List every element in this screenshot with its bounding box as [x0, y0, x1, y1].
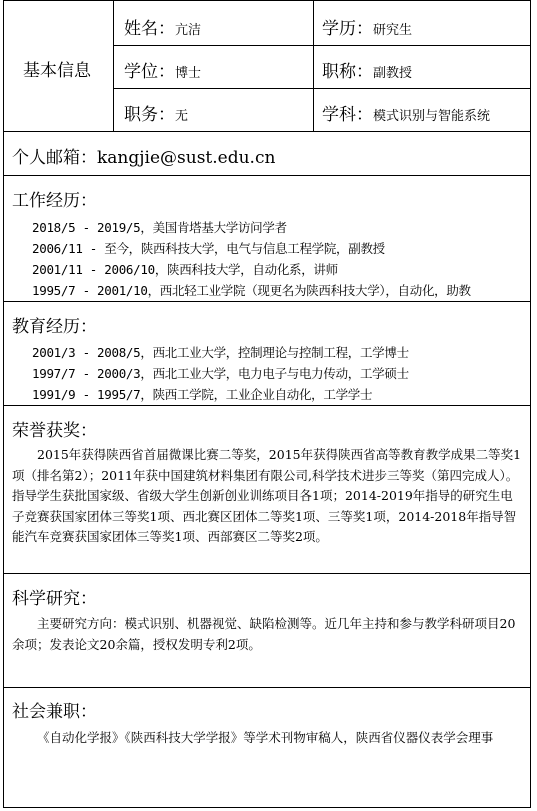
research-title: 科学研究： [12, 589, 97, 609]
section-line-6 [3, 687, 531, 688]
education-item: 2001/3 - 2008/5，西北工业大学，控制理论与控制工程，工学博士 [32, 345, 409, 360]
basic-divider-2 [313, 0, 314, 131]
section-line-4 [3, 405, 531, 406]
name-value: 亢洁 [175, 23, 202, 38]
xuewei-label: 学位： [124, 62, 175, 82]
research-text: 主要研究方向：模式识别、机器视觉、缺陷检测等。近几年主持和参与教学科研项目20余项；发表论文20余篇，授权发明专利2项。 [12, 616, 516, 652]
basic-row-line-1 [113, 45, 531, 46]
section-line-3 [3, 301, 531, 302]
section-line-5 [3, 573, 531, 574]
work-item: 2001/11 - 2006/10，陕西科技大学，自动化系，讲师 [32, 262, 338, 277]
email-value[interactable]: kangjie@sust.edu.cn [97, 148, 276, 168]
degree-field [322, 14, 412, 39]
degree-value: 研究生 [373, 23, 413, 38]
degree-label: 学历： [322, 19, 373, 39]
honors-text: 2015年获得陕西省首届微课比赛二等奖，2015年获得陕西省高等教育教学成果二等奖1项（排名第2）；2011年获中国建筑材料集团有限公司,科学技术进步三等奖（第四完成人）。 指导学生获批国家级、省级大学生创新创业训练项目各1项；2014-2019年指导的研究生电子竞赛获国家团体三等奖1项、西北赛区团体二等奖1项、三等奖1项，2014-2018年指导智能汽车竞赛获国家团体三等奖1项、西部赛区二等奖2项。 [12, 447, 522, 544]
section-line-2 [3, 175, 531, 176]
work-title: 工作经历： [12, 191, 97, 211]
xuewei-field [124, 57, 201, 82]
name-label: 姓名： [124, 19, 175, 39]
social-text: 《自动化学报》《陕西科技大学学报》等学术刊物审稿人，陕西省仪器仪表学会理事 [37, 730, 494, 745]
basic-info-label: 基本信息 [23, 61, 91, 81]
subject-field [322, 100, 490, 125]
subject-value: 模式识别与智能系统 [373, 109, 491, 124]
basic-row-line-2 [113, 88, 531, 89]
title-value: 副教授 [373, 66, 413, 81]
email-row [12, 143, 275, 168]
education-item: 1991/9 - 1995/7，陕西工学院，工业企业自动化，工学学士 [32, 387, 373, 402]
subject-label: 学科： [322, 105, 373, 125]
email-label: 个人邮箱： [12, 148, 97, 168]
work-item: 2018/5 - 2019/5，美国肯塔基大学访问学者 [32, 220, 287, 235]
xuewei-value: 博士 [175, 66, 202, 81]
title-field [322, 57, 412, 82]
name-field [124, 14, 201, 39]
basic-divider-1 [113, 0, 114, 131]
education-title: 教育经历： [12, 317, 97, 337]
title-label: 职称： [322, 62, 373, 82]
duty-value: 无 [175, 109, 189, 124]
duty-label: 职务： [124, 105, 175, 125]
work-item: 1995/7 - 2001/10，西北轻工业学院（现更名为陕西科技大学），自动化，助教 [32, 283, 471, 298]
duty-field [124, 100, 188, 125]
education-item: 1997/7 - 2000/3，西北工业大学，电力电子与电力传动，工学硕士 [32, 366, 409, 381]
social-title: 社会兼职： [12, 702, 97, 722]
honors-title: 荣誉获奖： [12, 421, 97, 441]
work-item: 2006/11 - 至今，陕西科技大学，电气与信息工程学院，副教授 [32, 241, 385, 256]
section-line-1 [3, 131, 531, 132]
